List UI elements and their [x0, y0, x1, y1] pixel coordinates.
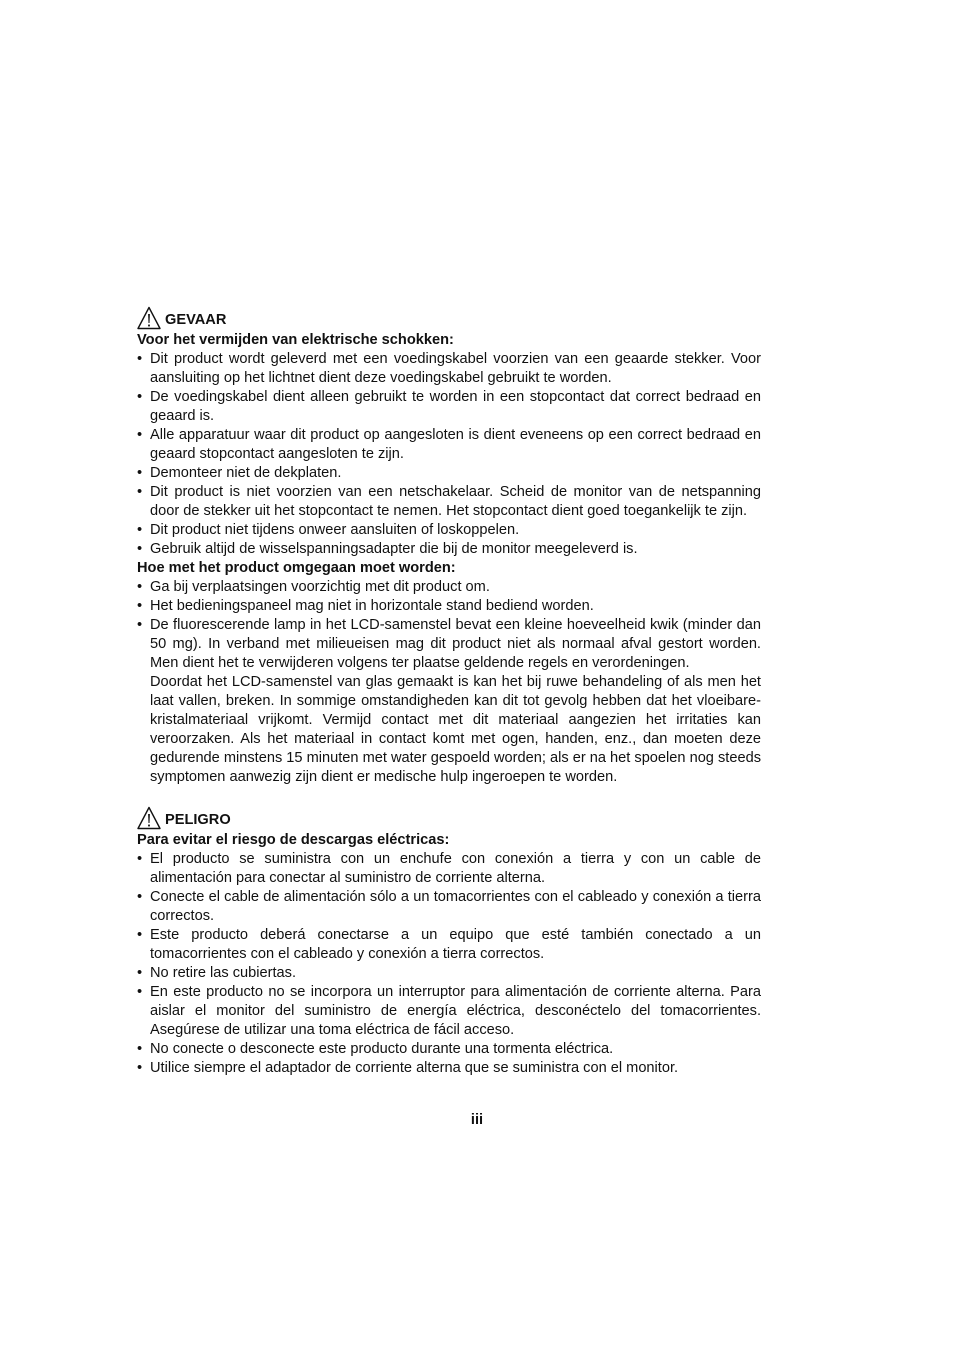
list-item: • Dit product niet tijdens onweer aansluiten of loskoppelen.	[137, 521, 761, 540]
document-page	[137, 306, 761, 1078]
list-item: • Alle apparatuur waar dit product op aangesloten is dient eveneens op een correct bedraad en geaard stopcontact aangesloten te zijn.	[137, 426, 761, 464]
list-item: • Este producto deberá conectarse a un equipo que esté también conectado a un tomacorrientes con el cableado y conexión a tierra correctos.	[137, 926, 761, 964]
gevaar-title: GEVAAR	[165, 312, 227, 328]
peligro-heading	[137, 806, 761, 830]
list-item: • Gebruik altijd de wisselspanningsadapter die bij de monitor meegeleverd is.	[137, 540, 761, 559]
list-item: • En este producto no se incorpora un interruptor para alimentación de corriente alterna. Para aislar el monitor del suministro de energía eléctrica, desconéctelo del tomacorrientes. Asegúrese de utilizar una toma eléctrica de fácil acceso.	[137, 983, 761, 1040]
list-item-paragraph: Doordat het LCD-samenstel van glas gemaakt is kan het bij ruwe behandeling of als men het laat vallen, breken. In sommige omstandigheden kan dit tot gevolg hebben dat het vloeibare-kristalmateriaal vrijkomt. Vermijd contact met dit materiaal aangezien het irritaties kan veroorzaken. Als het materiaal in contact komt met ogen, handen, enz., dan moeten deze gedurende minstens 15 minuten met water gespoeld worden; als er na het spoelen nog steeds symptomen aanwezig zijn dient er medische hulp ingeroepen te worden.	[150, 674, 761, 785]
warning-triangle-icon	[137, 806, 161, 830]
peligro-subheading: Para evitar el riesgo de descargas eléctricas:	[137, 832, 450, 848]
list-item: • Dit product wordt geleverd met een voedingskabel voorzien van een geaarde stekker. Voor aansluiting op het lichtnet dient deze voedingskabel gebruikt te worden.	[137, 350, 761, 388]
page-number: iii	[470, 1112, 484, 1128]
gevaar-shock-list	[137, 350, 761, 559]
list-item: • Conecte el cable de alimentación sólo a un tomacorrientes con el cableado y conexión a tierra correctos.	[137, 888, 761, 926]
warning-triangle-icon	[137, 306, 161, 330]
list-item: • No conecte o desconecte este producto durante una tormenta eléctrica.	[137, 1040, 761, 1059]
peligro-list	[137, 850, 761, 1078]
list-item: • El producto se suministra con un enchufe con conexión a tierra y con un cable de alimentación para conectar al suministro de corriente alterna.	[137, 850, 761, 888]
list-item: • Utilice siempre el adaptador de corriente alterna que se suministra con el monitor.	[137, 1059, 761, 1078]
gevaar-handling-list	[137, 578, 761, 787]
list-item: • Ga bij verplaatsingen voorzichtig met dit product om.	[137, 578, 761, 597]
list-item	[137, 616, 761, 787]
list-item: • Dit product is niet voorzien van een netschakelaar. Scheid de monitor van de netspanning door de stekker uit het stopcontact te nemen. Het stopcontact dient goed toegankelijk te zijn.	[137, 483, 761, 521]
list-item: • No retire las cubiertas.	[137, 964, 761, 983]
gevaar-subheading-shock: Voor het vermijden van elektrische schokken:	[137, 332, 454, 348]
list-item-paragraph: • De fluorescerende lamp in het LCD-samenstel bevat een kleine hoeveelheid kwik (minder dan 50 mg). In verband met milieueisen mag dit product niet als normaal afval gestort worden. Men dient het te verwijderen volgens ter plaatse geldende regels en verordeningen.	[150, 617, 761, 671]
gevaar-heading	[137, 306, 761, 330]
list-item: • Het bedieningspaneel mag niet in horizontale stand bediend worden.	[137, 597, 761, 616]
list-item: • De voedingskabel dient alleen gebruikt te worden in een stopcontact dat correct bedraad en geaard is.	[137, 388, 761, 426]
peligro-title: PELIGRO	[165, 812, 231, 828]
gevaar-subheading-handling: Hoe met het product omgegaan moet worden:	[137, 560, 456, 576]
list-item: • Demonteer niet de dekplaten.	[137, 464, 761, 483]
